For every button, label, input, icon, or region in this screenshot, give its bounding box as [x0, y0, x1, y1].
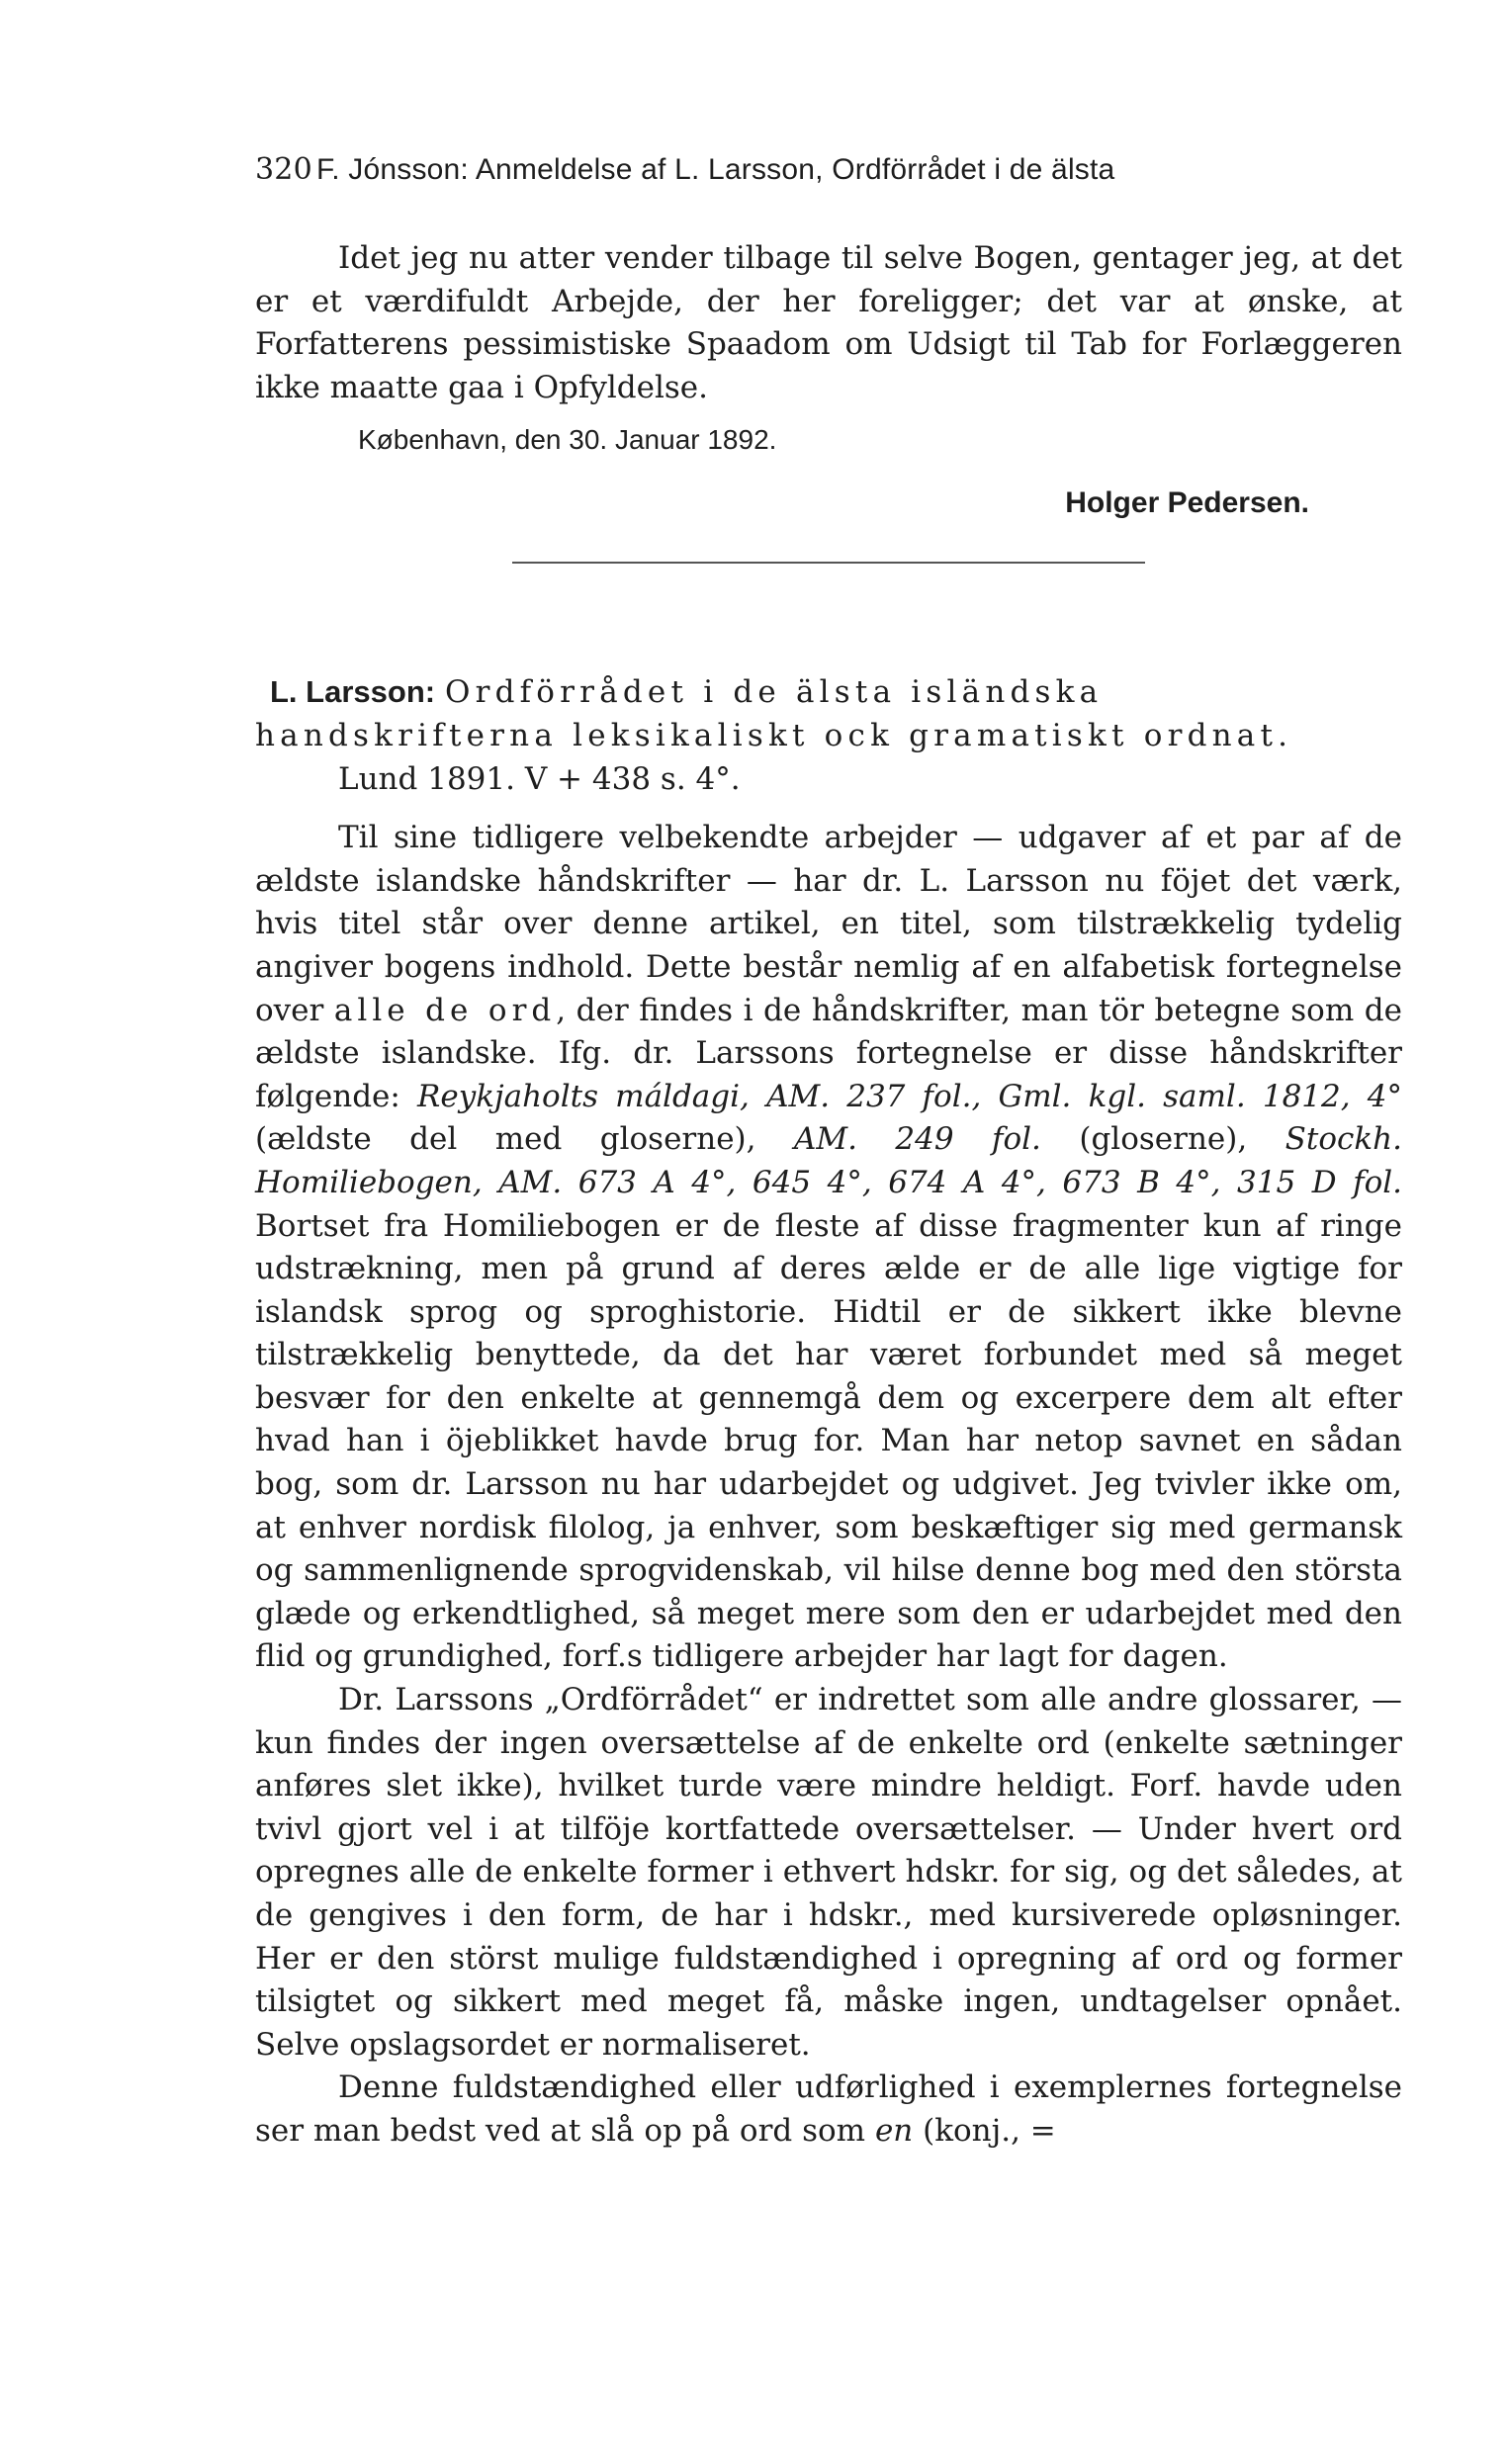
p3-text-b: (konj., =	[913, 2112, 1056, 2149]
manuscript-note-1: (ældste del med gloserne),	[255, 1121, 794, 1158]
section-divider	[512, 562, 1145, 564]
review-heading	[255, 670, 1402, 801]
closing-paragraph: Idet jeg nu atter vender tilbage til selve Bogen, gentager jeg, at det er et værdifuldt Arbejde, der her foreligger; det var at ønske, at Forfatterens pessimistiske Spaadom om Udsigt til Tab for Forlæggeren ikke maatte gaa i Opfyldelse.	[255, 240, 1402, 405]
body-paragraph-2: Dr. Larssons „Ordförrådet“ er indrettet som alle andre glossarer, — kun findes der ingen oversættelse af de enkelte ord (enkelte sætninger anføres slet ikke), hvilket turde være mindre heldigt. Forf. havde uden tvivl gjort vel i at tilföje kortfattede oversættelser. — Under hvert ord opregnes alle de enkelte former i ethvert hdskr. for sig, og det således, at de gengives i den form, de har i hdskr., med kursiverede opløsninger. Her er den störst mulige fuldstændighed i opregning af ord og former tilsigtet og sikkert med meget få, måske ingen, undtagelser opnået. Selve opslagsordet er normaliseret.	[255, 1682, 1402, 2063]
reviewed-book-title: Ordförrådet i de älsta isländska handskrifterna leksikaliskt ock gramatiskt ordnat.	[255, 674, 1293, 753]
manuscript-list-2: AM. 249 fol.	[793, 1121, 1041, 1158]
signature: Holger Pedersen.	[1065, 486, 1309, 520]
page-number: 320	[255, 152, 312, 187]
p1-text-a: Til sine tidligere velbekendte arbejder — udgaver af et par af de ældste islandske håndskrifter — har dr. L. Larsson nu föjet det værk, hvis titel står over denne artikel, en titel, som tilstrækkelig tydelig angiver bogens indhold. Dette består nemlig af en alfabetisk fortegnelse over	[255, 820, 1402, 1028]
manuscript-list-1: Reykjaholts máldagi, AM. 237 fol., Gml. kgl. saml. 1812, 4°	[417, 1078, 1402, 1114]
p3-italic-word: en	[874, 2112, 914, 2149]
dateline: København, den 30. Januar 1892.	[358, 424, 777, 456]
p1-spaced-text: alle de ord	[333, 992, 557, 1028]
review-body	[255, 817, 1402, 2153]
body-paragraph-1	[255, 817, 1402, 1679]
running-header	[255, 146, 1402, 194]
reviewed-book-imprint: Lund 1891. V + 438 s. 4°.	[338, 760, 741, 797]
page	[255, 146, 1402, 2154]
manuscript-note-2: (gloserne),	[1040, 1121, 1285, 1158]
closing-section	[255, 237, 1402, 528]
manuscript-list-3: Stockh. Homiliebogen, AM. 673 A 4°, 645 4°, 674 A 4°, 673 B 4°, 315 D fol.	[255, 1121, 1402, 1200]
p3-text-a: Denne fuldstændighed eller udførlighed i exemplernes fortegnelse ser man bedst ved at slå op på ord som	[255, 2069, 1402, 2149]
p1-text-c: Bortset fra Homiliebogen er de fleste af disse fragmenter kun af ringe udstrækning, men på grund af deres ælde er de alle lige vigtige for islandsk sprog og sproghistorie. Hidtil er de sikkert ikke blevne tilstrækkelig benyttede, da det har været forbundet med så meget besvær for den enkelte at gennemgå dem og excerpere dem alt efter hvad han i öjeblikket havde brug for. Man har netop savnet en sådan bog, som dr. Larsson nu har udarbejdet og udgivet. Jeg tvivler ikke om, at enhver nordisk filolog, ja enhver, som beskæftiger sig med germansk og sammenlignende sprogvidenskab, vil hilse denne bog med den största glæde og erkendtlighed, så meget mere som den er udarbejdet med den flid og grundighed, forf.s tidligere arbejder har lagt for dagen.	[255, 1207, 1402, 1675]
reviewed-author: L. Larsson:	[270, 674, 436, 710]
running-title: F. Jónsson: Anmeldelse af L. Larsson, Ordförrådet i de älsta	[316, 153, 1115, 186]
body-paragraph-3	[255, 2067, 1402, 2153]
p1-text-b: , der findes i de håndskrifter, man tör betegne som de ældste islandske. Ifg. dr. Larssons fortegnelse er disse håndskrifter følgende:	[255, 992, 1402, 1114]
